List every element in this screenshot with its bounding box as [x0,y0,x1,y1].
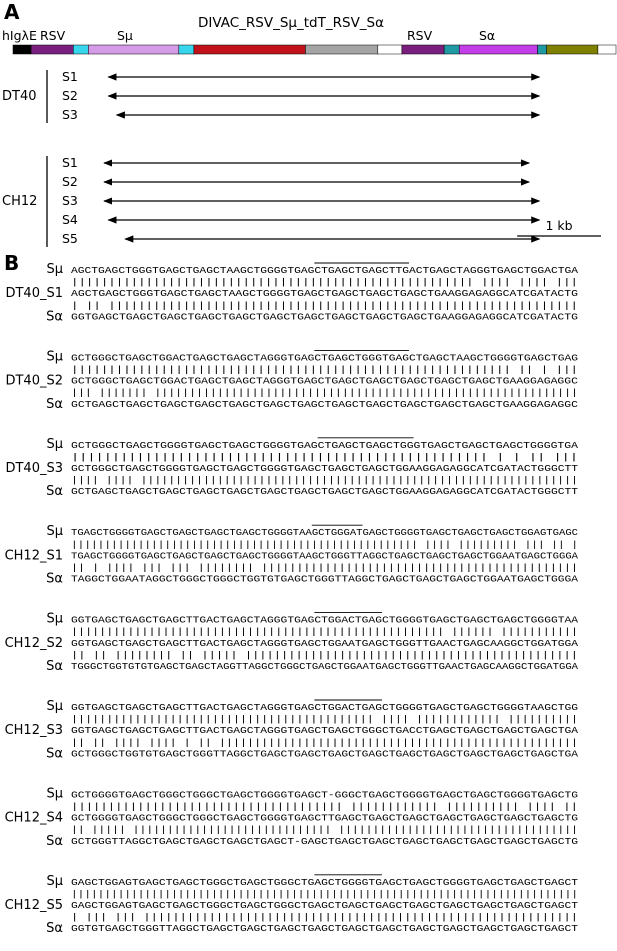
construct-segment-8 [378,45,402,54]
smu-sequence: AGCTGAGCTGGGTGAGCTGAGCTAAGCTGGGGTGAGCTGAGCTGAGCTTGACTGAGCTAGGGTGAGCTGGACTGA [71,265,579,276]
construct-segment-14 [598,45,616,54]
salpha-sequence: GGTGAGCTGAGCTGAGCTGAGCTGAGCTGAGCTGAGCTGAGCTGAGCTGAGCTGAAGGAGAGGCATCGATACTG [71,311,579,323]
alignment-ch12-s4 [5,786,579,848]
clone-sequence: AGCTGAGCTGGGTGAGCTGAGCTAAGCTGGGGTGAGCTGAGCTGAGCTGAGCTGAAGGAGAGGCATCGATACTG [71,288,579,300]
smu-match-line: |||||||||||||||||||||||||||||||||||||||||||||||||||||||||||||||||||||||||||| [71,888,578,900]
smu-row-label: Sμ [46,349,63,365]
salpha-row-label: Sα [46,484,63,500]
label-rsv-2: RSV [407,28,433,43]
salpha-match-line: |||| |||| ||||||||||||||||||||||||||||||||||||||||||||||||||||||||||||||| [71,474,578,486]
clone-sequence: TGAGCTGGGGTGAGCTGAGCTGAGCTGAGCTGGGGTAAGCTGGGTTAGGCTGAGCTGAGCTGAGCTGGAATGAGCTGGGA [71,550,579,562]
salpha-match-line: | || ||||||||||||||||||||||||||||||||||||||||||||||||||||||||||||||| [71,299,578,311]
smu-sequence: GCTGGGCTGAGCTGGGGTGAGCTGAGCTGGGGTGAGCTGAGCTGAGCTGGGTGAGCTGAGCTGAGCTGGGGTGA [71,439,579,451]
smu-row-label: Sμ [46,611,63,627]
smu-sequence: GGTGAGCTGAGCTGAGCTTGACTGAGCTAGGGTGAGCTGGACTGAGCTGGGGTGAGCTGAGCTGGGGTAAGCTGG [71,702,579,713]
clone-label-s1: S1 [62,155,78,170]
clone-label-s2: S2 [62,174,78,189]
smu-match-line: ||||||||||||||||||||||||||||||||||||||||||||||||||| | | || ||| [71,451,578,463]
salpha-row-label: Sα [46,309,63,325]
salpha-match-line: || | |||| ||| ||| |||||||| ||||||||||||||||||||||||||||||||||||||||||||| [71,562,578,573]
salpha-match-line: || || |||||||| || ||||| |||||||||||||||||||||||||||||||||||||||||||||| [71,649,578,661]
clone-row-label: CH12_S5 [4,898,63,913]
clone-label-s4: S4 [62,212,78,227]
smu-row-label: Sμ [46,699,63,714]
alignment-dt40-s1 [5,262,578,324]
smu-row-label: Sμ [46,873,63,889]
salpha-match-line: ||| ||||||| ||||||||||||||||||||||||||||||||||||||||||||||||||||||||||||| [71,387,578,399]
salpha-sequence: GCTGGGTTAGGCTGAGCTGAGCTGAGCTGAGCT-GAGCTGAGCTGAGCTGAGCTGAGCTGAGCTGAGCTGAGCTG [71,835,579,847]
panel-b-letter: B [4,251,20,275]
label-smu: Sμ [117,28,133,43]
panel-b [4,251,578,936]
salpha-match-line: || || |||| |||| | || ||||||||||||||||||||||||||||||||||||||||||||||||||| [71,736,578,748]
clone-label-s2: S2 [62,88,78,103]
clone-row-label: DT40_S1 [5,286,63,302]
salpha-sequence: TAGGCTGGAATAGGCTGGGCTGGGCTGGTGTGAGCTGGGTTAGGCTGAGCTGAGCTGAGCTGGAATGAGCTGGGA [71,573,579,585]
salpha-row-label: Sα [46,659,63,674]
salpha-sequence: GCTGGGCTGGTGTGAGCTGGGTTAGGCTGAGCTGAGCTGAGCTGAGCTGAGCTGAGCTGAGCTGAGCTGAGCTGA [71,748,579,760]
clone-row-label: CH12_S3 [4,723,63,739]
clone-sequence: GAGCTGGAGTGAGCTGAGCTGGGCTGAGCTGGGCTGAGCTGAGCTGAGCTGAGCTGAGCTGAGCTGAGCTGAGCT [71,900,579,911]
construct-segment-11 [459,45,537,54]
smu-sequence: GCTGGGGTGAGCTGGGCTGGGCTGAGCTGGGGTGAGCT-GGGCTGAGCTGGGGTGAGCTGAGCTGGGGTGAGCTG [71,789,579,801]
smu-match-line: ||||||||||||||||||||||||||||||||||||| |||||||||||| |||||||||| |||| || [71,801,578,812]
clone-arrows [2,69,539,247]
clone-label-s3: S3 [62,107,78,122]
smu-row-label: Sμ [46,524,63,540]
smu-match-line: |||||||||||||||||||||||||||||||||||||||||||||||||||| |||| ||||||||| ||| || | [71,538,578,550]
clone-row-label: DT40_S2 [5,373,63,389]
construct-segment-2 [31,45,73,54]
construct-segment-4 [88,45,178,54]
construct-segment-10 [444,45,459,54]
construct-segment-3 [73,45,88,54]
alignment-dt40-s2 [5,349,578,411]
salpha-sequence: GCTGAGCTGAGCTGAGCTGAGCTGAGCTGAGCTGAGCTGAGCTGAGCTGAGCTGAGCTGAGCTGAAGGAGAGGC [71,398,579,410]
label-salpha: Sα [479,28,496,43]
smu-row-label: Sμ [46,262,63,277]
clone-label-s1: S1 [62,69,78,84]
clone-row-label: DT40_S3 [5,461,63,476]
salpha-match-line: || ||||| ||||||||||||||||||||||||||||| ||||||||||||||||||||||||||||||||||| [71,824,578,836]
salpha-sequence: GCTGAGCTGAGCTGAGCTGAGCTGAGCTGAGCTGAGCTGAGCTGAGCTGGAAGGAGAGGCATCGATACTGGGCTT [71,486,579,498]
clone-row-label: CH12_S4 [4,810,63,826]
clone-sequence: GCTGGGGTGAGCTGGGCTGGGCTGAGCTGGGGTGAGCTTGAGCTGAGCTGAGCTGAGCTGAGCTGAGCTGAGCTG [71,812,579,824]
construct-segment-5 [179,45,194,54]
clone-label-s5: S5 [62,231,78,246]
scale-bar [517,218,601,236]
salpha-row-label: Sα [46,746,63,762]
construct-title: DIVAC_RSV_Sμ_tdT_RSV_Sα [198,15,385,31]
label-rsv-1: RSV [40,28,66,43]
salpha-row-label: Sα [46,571,63,587]
panel-a-letter: A [4,0,20,24]
alignment-ch12-s5 [5,874,579,936]
alignment-ch12-s3 [5,699,579,761]
label-higle: hIgλE [2,28,37,43]
smu-row-label: Sμ [46,786,63,802]
clone-sequence: GCTGGGCTGAGCTGGGGTGAGCTGAGCTGGGGTGAGCTGAGCTGAGCTGGAAGGAGAGGCATCGATACTGGGCTT [71,463,579,474]
smu-match-line: |||||||||||||||||||||||||||||||||||||||||||||||||||||| |||| |||| ||| [71,276,578,288]
clone-row-label: CH12_S1 [4,548,63,564]
construct-segment-1 [13,45,31,54]
construct-bar [13,45,616,54]
clone-row-label: CH12_S2 [4,635,63,651]
salpha-sequence: TGGGCTGGTGTGTGAGCTGAGCTAGGTTAGGCTGGGCTGAGCTGGAATGAGCTGGGTTGAACTGAGCAAGGCTGGATGGA [71,661,579,672]
group-ch12 [2,155,539,247]
clone-sequence: GCTGGGCTGAGCTGGACTGAGCTGAGCTAGGGTGAGCTGAGCTGAGCTGAGCTGAGCTGAGCTGAAGGAGAGGC [71,375,579,387]
smu-sequence: GCTGGGCTGAGCTGGACTGAGCTGAGCTAGGGTGAGCTGAGCTGGGTGAGCTGAGCTAAGCTGGGGTGAGCTGAG [71,352,579,364]
smu-match-line: ||||||||||||||||||||||||||||||||||||||||||||||||||||| |||||| ||||||||||| [71,626,578,638]
construct-segment-9 [402,45,444,54]
smu-sequence: TGAGCTGGGGTGAGCTGAGCTGAGCTGAGCTGGGGTAAGCTGGGATGAGCTGGGGTGAGCTGAGCTGAGCTGGAGTGAGC [71,527,579,539]
construct-segment-12 [538,45,547,54]
smu-row-label: Sμ [46,436,63,452]
group-dt40 [2,69,539,123]
group-label: CH12 [2,194,38,209]
alignment-ch12-s2 [5,612,579,674]
alignments [5,262,579,936]
smu-match-line: ||||||||||||||||||||||||||||||||||||||||||||||||||||||||||| || | ||| [71,364,578,375]
clone-label-s3: S3 [62,193,78,208]
smu-match-line: ||||||||||||||||||||||||||||||||||||||||||| |||| |||||||||||| |||||||||| [71,713,578,725]
scale-bar-label: 1 kb [545,218,573,233]
panel-a [2,0,616,247]
salpha-row-label: Sα [46,921,63,937]
salpha-row-label: Sα [46,396,63,412]
clone-sequence: GGTGAGCTGAGCTGAGCTTGACTGAGCTAGGGTGAGCTGGAATGAGCTGGGTTGAACTGAGCAAGGCTGGATGGA [71,637,579,649]
smu-sequence: GAGCTGGAGTGAGCTGAGCTGGGCTGAGCTGGGCTGAGCTGGGGTGAGCTGAGCTGGGGTGAGCTGAGCTGAGCT [71,876,579,888]
salpha-sequence: GGTGTGAGCTGGGTTAGGCTGAGCTGAGCTGAGCTGAGCTGAGCTGAGCTGAGCTGAGCTGAGCTGAGCTGAGCT [71,923,579,935]
alignment-ch12-s1 [5,524,579,586]
clone-sequence: GGTGAGCTGAGCTGAGCTTGACTGAGCTAGGGTGAGCTGAGCTGGGCTGACCTGAGCTGAGCTGAGCTGAGCTGA [71,725,579,737]
smu-sequence: GGTGAGCTGAGCTGAGCTTGACTGAGCTAGGGTGAGCTGGACTGAGCTGGGGTGAGCTGAGCTGAGCTGGGGTAA [71,614,579,626]
alignment-dt40-s3 [5,437,578,499]
salpha-match-line: | ||| ||| |||||||||||||||||||||||||||||||||||||||||||||||||||||||||||| [71,911,578,923]
construct-segment-7 [305,45,377,54]
group-label: DT40 [2,89,37,104]
construct-segment-13 [547,45,598,54]
construct-segment-6 [194,45,306,54]
salpha-row-label: Sα [46,833,63,849]
